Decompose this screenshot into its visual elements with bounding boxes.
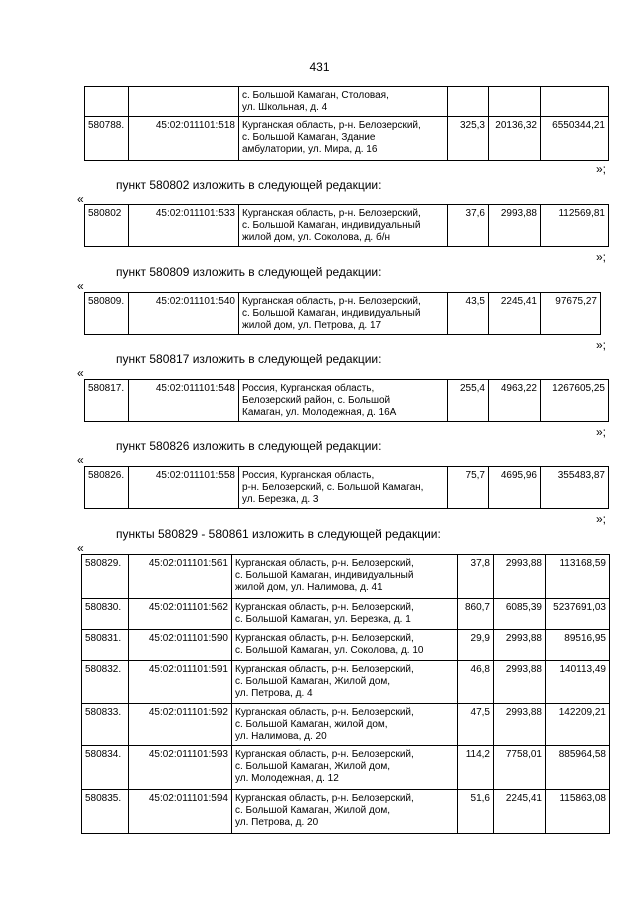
cadastral-number: 45:02:011101:540 (129, 293, 239, 335)
table-row (85, 293, 601, 335)
record-area: 43,5 (448, 293, 489, 335)
record-price: 2993,88 (494, 555, 546, 599)
record-number: 580829. (82, 555, 129, 599)
record-value: 5237691,03 (546, 599, 610, 630)
table-row (82, 661, 610, 704)
section-heading: пункт 580809 изложить в следующей редакции: (116, 265, 382, 279)
opening-quote: « (77, 192, 84, 206)
closing-quote: »; (595, 512, 606, 526)
record-value (541, 87, 609, 117)
table-row (85, 205, 609, 247)
record-price: 7758,01 (494, 746, 546, 790)
record-price: 4963,22 (489, 380, 541, 422)
record-value: 89516,95 (546, 630, 610, 661)
record-area (448, 87, 489, 117)
record-area: 325,3 (448, 117, 489, 161)
record-address: Курганская область, р-н. Белозерский, с. Большой Камаган, жилой дом, ул. Налимова, д. 20 (232, 704, 458, 746)
opening-quote: « (77, 453, 84, 467)
page-number: 431 (309, 60, 330, 74)
record-number: 580831. (82, 630, 129, 661)
record-price: 2245,41 (489, 293, 541, 335)
records-table-last (81, 554, 610, 834)
table-row (82, 790, 610, 834)
record-number: 580809. (85, 293, 129, 335)
record-value: 115863,08 (546, 790, 610, 834)
record-value: 113168,59 (546, 555, 610, 599)
table-row (82, 746, 610, 790)
table-row (82, 630, 610, 661)
record-number: 580802 (85, 205, 129, 247)
cadastral-number: 45:02:011101:593 (129, 746, 232, 790)
cadastral-number: 45:02:011101:562 (129, 599, 232, 630)
cadastral-number: 45:02:011101:591 (129, 661, 232, 704)
record-number: 580833. (82, 704, 129, 746)
record-address: Курганская область, р-н. Белозерский, с. Большой Камаган, Здание амбулатории, ул. Мира, д. 16 (239, 117, 448, 161)
record-value: 112569,81 (541, 205, 609, 247)
record-number (85, 87, 129, 117)
record-address: Курганская область, р-н. Белозерский, с. Большой Камаган, ул. Соколова, д. 10 (232, 630, 458, 661)
record-area: 255,4 (448, 380, 489, 422)
record-price (489, 87, 541, 117)
record-price: 4695,96 (489, 467, 541, 509)
records-table-top (84, 86, 609, 161)
records-table (84, 204, 609, 247)
record-value: 142209,21 (546, 704, 610, 746)
section-heading: пункт 580817 изложить в следующей редакции: (116, 352, 382, 366)
record-area: 29,9 (458, 630, 494, 661)
record-address: Россия, Курганская область, р-н. Белозерский, с. Большой Камаган, ул. Березка, д. 3 (239, 467, 448, 509)
record-area: 47,5 (458, 704, 494, 746)
record-address: Курганская область, р-н. Белозерский, с. Большой Камаган, индивидуальный жилой дом, ул. Налимова, д. 41 (232, 555, 458, 599)
record-price: 20136,32 (489, 117, 541, 161)
record-address: Курганская область, р-н. Белозерский, с. Большой Камаган, Жилой дом, ул. Петрова, д. 20 (232, 790, 458, 834)
record-price: 2993,88 (494, 661, 546, 704)
record-number: 580826. (85, 467, 129, 509)
cadastral-number: 45:02:011101:592 (129, 704, 232, 746)
cadastral-number: 45:02:011101:590 (129, 630, 232, 661)
record-number: 580832. (82, 661, 129, 704)
record-price: 2993,88 (494, 704, 546, 746)
record-value: 97675,27 (541, 293, 601, 335)
record-area: 46,8 (458, 661, 494, 704)
record-area: 75,7 (448, 467, 489, 509)
record-address: с. Большой Камаган, Столовая, ул. Школьная, д. 4 (239, 87, 448, 117)
record-address: Курганская область, р-н. Белозерский, с. Большой Камаган, ул. Березка, д. 1 (232, 599, 458, 630)
table-row (85, 87, 609, 117)
record-value: 140113,49 (546, 661, 610, 704)
record-number: 580788. (85, 117, 129, 161)
record-area: 37,8 (458, 555, 494, 599)
record-number: 580834. (82, 746, 129, 790)
opening-quote: « (77, 279, 84, 293)
cadastral-number: 45:02:011101:594 (129, 790, 232, 834)
record-value: 355483,87 (541, 467, 609, 509)
record-value: 1267605,25 (541, 380, 609, 422)
table-row (82, 555, 610, 599)
cadastral-number (129, 87, 239, 117)
record-number: 580817. (85, 380, 129, 422)
table-row (82, 704, 610, 746)
record-address: Курганская область, р-н. Белозерский, с. Большой Камаган, индивидуальный жилой дом, ул. Петрова, д. 17 (239, 293, 448, 335)
cadastral-number: 45:02:011101:518 (129, 117, 239, 161)
records-table (84, 292, 601, 335)
record-price: 2245,41 (494, 790, 546, 834)
record-area: 860,7 (458, 599, 494, 630)
record-value: 6550344,21 (541, 117, 609, 161)
record-value: 885964,58 (546, 746, 610, 790)
record-price: 2993,88 (494, 630, 546, 661)
section-heading: пункт 580802 изложить в следующей редакции: (116, 178, 382, 192)
closing-quote: »; (595, 250, 606, 264)
record-address: Курганская область, р-н. Белозерский, с. Большой Камаган, Жилой дом, ул. Молодежная, д. 12 (232, 746, 458, 790)
table-row (85, 380, 609, 422)
record-address: Курганская область, р-н. Белозерский, с. Большой Камаган, индивидуальный жилой дом, ул. Соколова, д. б/н (239, 205, 448, 247)
record-price: 6085,39 (494, 599, 546, 630)
opening-quote: « (77, 366, 84, 380)
record-price: 2993,88 (489, 205, 541, 247)
record-address: Курганская область, р-н. Белозерский, с. Большой Камаган, Жилой дом, ул. Петрова, д. 4 (232, 661, 458, 704)
opening-quote: « (77, 541, 84, 555)
record-area: 51,6 (458, 790, 494, 834)
cadastral-number: 45:02:011101:533 (129, 205, 239, 247)
section-heading: пункт 580826 изложить в следующей редакции: (116, 439, 382, 453)
record-area: 114,2 (458, 746, 494, 790)
closing-quote: »; (595, 162, 606, 176)
closing-quote: »; (595, 425, 606, 439)
record-address: Россия, Курганская область, Белозерский район, с. Большой Камаган, ул. Молодежная, д. 16А (239, 380, 448, 422)
section-heading: пункты 580829 - 580861 изложить в следующей редакции: (116, 527, 441, 541)
table-row (82, 599, 610, 630)
closing-quote: »; (595, 338, 606, 352)
record-number: 580835. (82, 790, 129, 834)
cadastral-number: 45:02:011101:558 (129, 467, 239, 509)
record-area: 37,6 (448, 205, 489, 247)
records-table (84, 379, 609, 422)
records-table (84, 466, 609, 509)
cadastral-number: 45:02:011101:561 (129, 555, 232, 599)
table-row (85, 467, 609, 509)
record-number: 580830. (82, 599, 129, 630)
cadastral-number: 45:02:011101:548 (129, 380, 239, 422)
table-row (85, 117, 609, 161)
